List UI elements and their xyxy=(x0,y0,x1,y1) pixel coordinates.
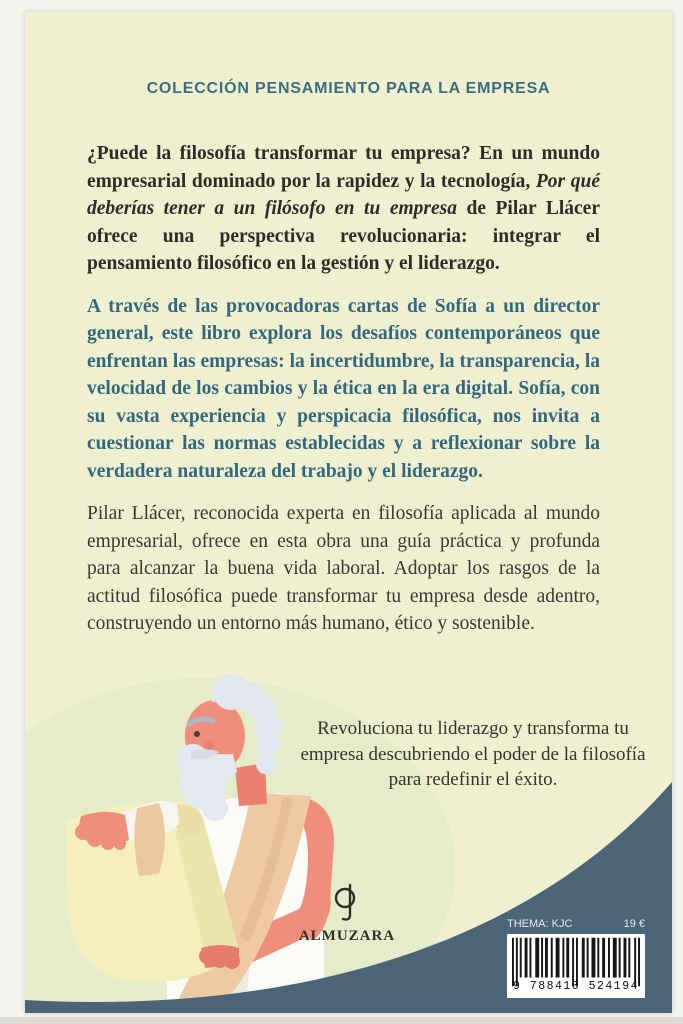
barcode-meta xyxy=(507,918,645,930)
synopsis-paragraph-3: Pilar Llácer, reconocida experta en filosofía aplicada al mundo empresarial, ofrece en esta obra una guía práctica y profunda para alcanzar la buena vida laboral. Adoptar los rasgos de la actitud filosófica puede transformar tu empresa desde adentro, construyendo un entorno más humano, ético y sostenible. xyxy=(87,503,600,634)
p1-lead-text: ¿Puede la filosofía transformar tu empresa? En un mundo empresarial dominado por la rapidez y la tecnología, xyxy=(87,143,600,192)
collection-header: COLECCIÓN PENSAMIENTO PARA LA EMPRESA xyxy=(146,80,551,97)
book-title-italic: Por qué deberías tener a un filósofo en tu empresa xyxy=(87,170,600,219)
philosopher-eye xyxy=(194,731,200,737)
publisher-name: ALMUZARA xyxy=(298,928,396,944)
philosopher-cheek xyxy=(204,740,214,750)
philosopher-hand-lower xyxy=(199,945,240,969)
isbn-number: 9 788410 524194 xyxy=(512,980,640,993)
closing-quote: Revoluciona tu liderazgo y transforma tu empresa descubriendo el poder de la filosofía para redefinir el éxito. xyxy=(300,718,646,790)
synopsis-paragraph-2: A través de las provocadoras cartas de Sofía a un director general, este libro explora los desafíos contemporáneos que enfrentan las empresas: la incertidumbre, la transparencia, la velocidad de los cambios y la ética en la era digital. Sofía, con su vasta experiencia y perspicacia filosófica, nos invita a cuestionar las normas establecidas y a reflexionar sobre la verdadera naturaleza del trabajo y el liderazgo. xyxy=(87,295,600,482)
synopsis-paragraph-1 xyxy=(87,140,600,278)
scan-edge xyxy=(0,1017,683,1024)
p1-tail-text: de Pilar Llácer ofrece una perspectiva revolucionaria: integrar el pensamiento filosófico en la gestión y el liderazgo. xyxy=(87,198,600,274)
forearm-wrap xyxy=(134,803,165,876)
price-label: 19 € xyxy=(623,918,645,930)
barcode xyxy=(507,934,645,998)
back-cover xyxy=(25,12,672,1013)
thema-label: THEMA: KJC xyxy=(507,918,573,930)
almuzara-logo-icon xyxy=(329,882,365,926)
synopsis xyxy=(87,140,600,653)
publisher-block xyxy=(277,882,417,945)
